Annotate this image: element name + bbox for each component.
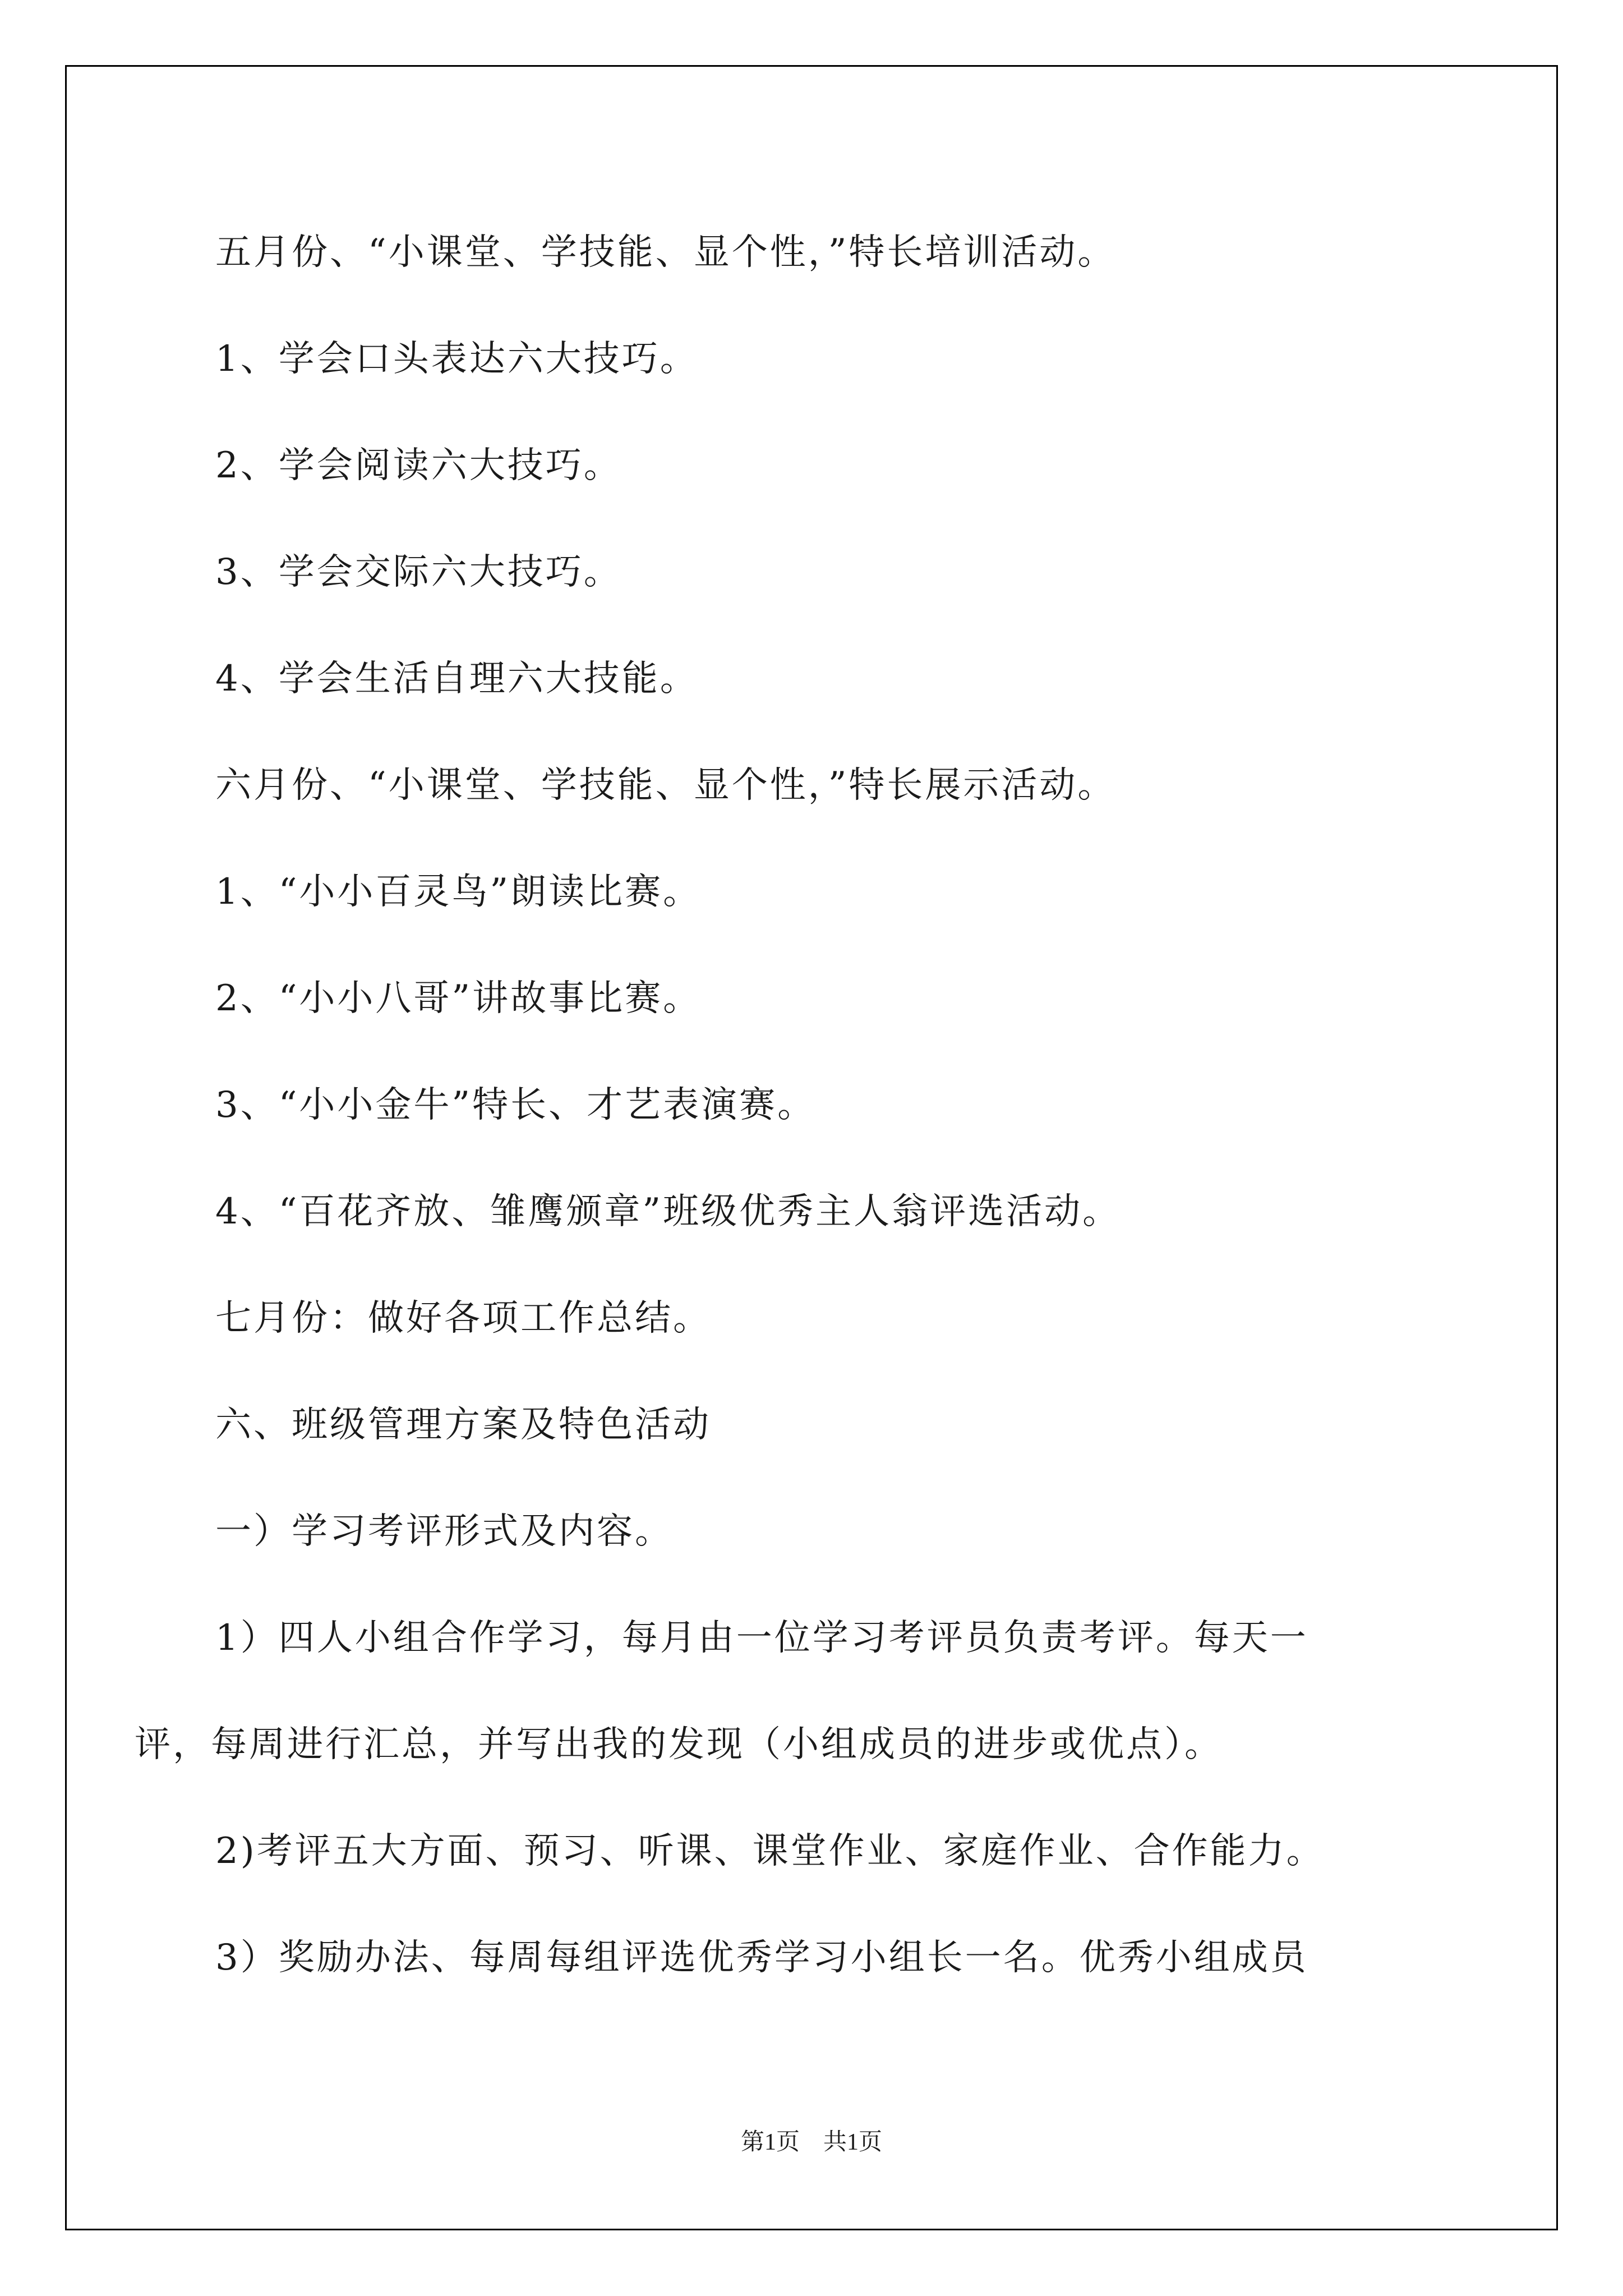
page-number-footer: 第1页 共1页 xyxy=(740,2129,882,2155)
section-heading: 六、班级管理方案及特色活动 xyxy=(215,1404,711,1446)
list-item: 4、学会生活自理六大技能。 xyxy=(215,658,698,700)
paragraph-july: 七月份：做好各项工作总结。 xyxy=(215,1297,711,1339)
list-item: 3、学会交际六大技巧。 xyxy=(215,551,622,593)
list-item: 4、“百花齐放、雏鹰颁章”班级优秀主人翁评选活动。 xyxy=(215,1191,1121,1232)
list-item: 2、学会阅读六大技巧。 xyxy=(215,445,622,486)
paragraph-line: 1）四人小组合作学习，每月由一位学习考评员负责考评。每天一 xyxy=(215,1617,1308,1659)
list-item: 1、“小小百灵鸟”朗读比赛。 xyxy=(215,871,702,913)
subsection-heading: 一）学习考评形式及内容。 xyxy=(215,1511,673,1552)
list-item: 2、“小小八哥”讲故事比赛。 xyxy=(215,978,702,1019)
list-item: 3、“小小金牛”特长、才艺表演赛。 xyxy=(215,1084,816,1126)
list-item: 1、学会口头表达六大技巧。 xyxy=(215,338,698,380)
paragraph-may-heading: 五月份、“小课堂、学技能、显个性，”特长培训活动。 xyxy=(215,232,1116,273)
paragraph-line: 评，每周进行汇总，并写出我的发现（小组成员的进步或优点）。 xyxy=(135,1724,1223,1765)
paragraph-line: 3）奖励办法、每周每组评选优秀学习小组长一名。优秀小组成员 xyxy=(215,1937,1308,1978)
paragraph-line: 2)考评五大方面、预习、听课、课堂作业、家庭作业、合作能力。 xyxy=(215,1830,1325,1872)
paragraph-june-heading: 六月份、“小课堂、学技能、显个性，”特长展示活动。 xyxy=(215,765,1116,806)
